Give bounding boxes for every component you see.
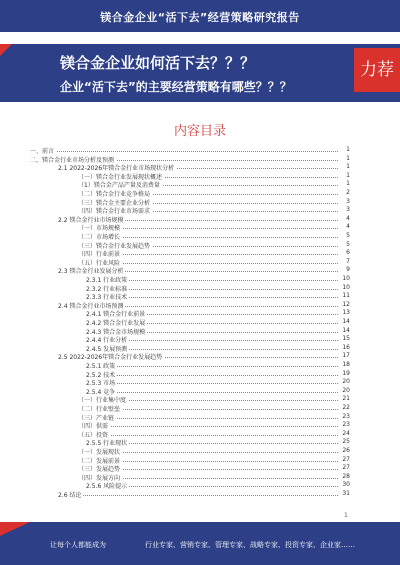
- toc-entry-label: （三）镁合金行业发展趋势: [78, 242, 151, 250]
- toc-entry-page: 18: [342, 361, 350, 368]
- toc-entry-page: 3: [346, 206, 350, 214]
- toc-entry-label: （二）发展前景: [78, 457, 121, 465]
- toc-entry-label: 2.4 镁合金行业市场预测: [58, 302, 124, 310]
- toc-entry-label: 2.4.5 发展预测: [86, 345, 128, 353]
- toc-entry-label: 2.5.5 行业现状: [86, 440, 128, 448]
- toc-entry[interactable]: [78, 404, 350, 412]
- toc-entry[interactable]: [86, 481, 350, 489]
- toc-entry-page: 19: [342, 369, 350, 377]
- toc-entry-page: 30: [342, 481, 350, 489]
- toc-entry[interactable]: [78, 198, 350, 206]
- toc-entry[interactable]: [86, 292, 350, 300]
- toc-leader-dots: [78, 435, 338, 436]
- toc-entry-label: （1）镁合金产品产量及消费量: [78, 182, 160, 190]
- toc-leader-dots: [30, 151, 338, 152]
- toc-leader-dots: [78, 426, 338, 427]
- toc-entry[interactable]: [86, 327, 350, 335]
- toc-entry-label: （一）市场规模: [78, 225, 121, 233]
- toc-entry-page: 1: [346, 146, 350, 153]
- report-header-title: 镁合金企业“活下去”经营策略研究报告: [100, 11, 300, 24]
- toc-entry-page: 15: [342, 335, 350, 343]
- toc-entry-label: 2.3.2 行业标准: [86, 285, 128, 293]
- toc-entry-label: 2.3.3 行业技术: [86, 294, 128, 302]
- toc-entry-label: 2.5.2 技术: [86, 371, 116, 379]
- toc-entry-page: 16: [342, 343, 350, 351]
- toc-entry-label: （一）发展现状: [78, 449, 121, 456]
- banner-subtitle: 企业“活下去”的主要经营策略有哪些？？？: [60, 80, 292, 94]
- toc-entry-page: 23: [342, 421, 350, 429]
- toc-entry[interactable]: [78, 241, 350, 249]
- toc-entry-page: 27: [342, 464, 350, 472]
- toc-entry-page: 5: [346, 232, 350, 239]
- toc-entry-page: 5: [346, 240, 350, 248]
- toc-entry[interactable]: [86, 309, 350, 317]
- toc-entry-label: 2.6 结论: [58, 492, 82, 499]
- toc-entry-label: （二）行业壁垒: [78, 406, 121, 413]
- toc-entry-page: 10: [342, 283, 350, 291]
- toc-entry-page: 21: [342, 395, 350, 403]
- toc-entry[interactable]: [86, 387, 350, 395]
- toc-entry[interactable]: [78, 456, 350, 464]
- toc-entry-label: 2.4.4 行业分析: [86, 337, 128, 345]
- bottom-footer-bar: [0, 522, 400, 565]
- toc-entry-page: 25: [342, 438, 350, 446]
- toc-leader-dots: [78, 418, 338, 419]
- toc-entry-label: （四）行业前景: [78, 251, 121, 259]
- toc-entry-page: 13: [342, 309, 350, 317]
- toc-entry-page: 2: [346, 189, 350, 196]
- toc-entry-label: （二）镁合金行业竞争格局: [78, 191, 151, 198]
- toc-entry-page: 22: [342, 404, 350, 411]
- toc-entry-page: 23: [342, 412, 350, 420]
- toc-entry[interactable]: [78, 421, 350, 429]
- toc-entry[interactable]: [78, 464, 350, 472]
- toc-entry-page: 10: [342, 275, 350, 282]
- toc-entry[interactable]: [58, 215, 350, 223]
- page-number: 1: [344, 512, 348, 519]
- toc-entry-page: 27: [342, 455, 350, 463]
- toc-entry-label: （一）镁合金行业发展现状概述: [78, 173, 163, 181]
- toc-entry-page: 12: [342, 300, 350, 308]
- toc-entry-label: （五）行业风险: [78, 259, 121, 267]
- toc-entry-page: 20: [342, 378, 350, 386]
- toc-entry[interactable]: [78, 189, 350, 197]
- toc-entry-label: 2.4.3 镁合金市场规模: [86, 328, 146, 336]
- toc-entry[interactable]: [58, 163, 350, 171]
- toc-entry-page: 1: [346, 180, 350, 188]
- footer-label: 让每个人都能成为: [50, 541, 106, 549]
- toc-entry[interactable]: [78, 206, 350, 214]
- toc-entry-page: 14: [342, 318, 350, 325]
- toc-entry[interactable]: [30, 146, 350, 154]
- toc-entry-label: 2.4.1 镁合金行业前景: [86, 311, 146, 319]
- top-header-bar: [0, 0, 400, 32]
- toc-leader-dots: [86, 392, 338, 393]
- toc-entry-label: 2.5.6 风险提示: [86, 483, 128, 491]
- toc-entry-page: 6: [346, 249, 350, 257]
- toc-entry-page: 4: [346, 214, 350, 222]
- toc-entry-label: 2.1 2022-2026年镁合金行业市场现状分析: [58, 165, 175, 173]
- toc-entry[interactable]: [78, 232, 350, 240]
- toc-entry[interactable]: [78, 430, 350, 438]
- toc-entry-label: （一）行业集中度: [78, 397, 127, 405]
- toc-entry-label: 一、前言: [30, 148, 55, 155]
- toc-entry-label: （四）供需: [78, 423, 109, 431]
- toc-entry-label: 2.5.4 竞争: [86, 388, 116, 396]
- toc-entry-label: 2.2 镁合金行业市场规模: [58, 216, 124, 224]
- toc-entry[interactable]: [86, 335, 350, 343]
- toc-entry[interactable]: [86, 378, 350, 386]
- toc-entry-page: 20: [342, 386, 350, 394]
- toc-entry[interactable]: [86, 344, 350, 352]
- toc-entry-page: 28: [342, 472, 350, 480]
- toc-entry[interactable]: [86, 370, 350, 378]
- toc-entry[interactable]: [78, 413, 350, 421]
- toc-entry-page: 11: [342, 292, 350, 300]
- toc-entry[interactable]: [58, 266, 350, 274]
- toc-entry-page: 31: [342, 490, 350, 497]
- toc-leader-dots: [86, 366, 338, 367]
- toc-entry[interactable]: [58, 352, 350, 360]
- toc-entry-label: （四）发展方向: [78, 474, 121, 482]
- toc-entry[interactable]: [78, 447, 350, 455]
- toc-entry[interactable]: [78, 473, 350, 481]
- toc-entry-page: 14: [342, 326, 350, 334]
- recommend-stamp: 力荐: [354, 48, 400, 92]
- footer-corner-accent: [0, 522, 30, 536]
- toc-entry-page: 9: [346, 266, 350, 274]
- toc-entry-label: （三）发展趋势: [78, 466, 121, 474]
- toc-entry-label: （二）市场增长: [78, 234, 121, 241]
- toc-entry-label: 2.5.1 政策: [86, 363, 116, 370]
- toc-entry-label: 2.5.3 市场: [86, 380, 116, 388]
- toc-entry-page: 17: [342, 352, 350, 360]
- toc-entry[interactable]: [58, 490, 350, 498]
- toc-entry[interactable]: [86, 361, 350, 369]
- toc-entry[interactable]: [78, 223, 350, 231]
- toc-entry[interactable]: [78, 258, 350, 266]
- toc-entry-page: 7: [346, 257, 350, 265]
- toc-entry-label: （三）产业链: [78, 414, 115, 422]
- toc-leader-dots: [58, 495, 338, 496]
- toc-entry-page: 1: [346, 163, 350, 171]
- toc-entry[interactable]: [78, 172, 350, 180]
- toc-entry[interactable]: [86, 438, 350, 446]
- toc-entry-label: 2.4.2 镁合金行业发展: [86, 320, 146, 327]
- toc-entry-label: （三）镁合金主要企业分析: [78, 199, 151, 207]
- toc-entry[interactable]: [78, 395, 350, 403]
- toc-entry[interactable]: [86, 318, 350, 326]
- toc-heading: 内容目录: [173, 124, 226, 139]
- toc-entry-page: 4: [346, 223, 350, 231]
- toc-entry[interactable]: [78, 249, 350, 257]
- toc-entry-page: 3: [346, 197, 350, 205]
- toc-entry-label: （四）镁合金行业市场需求: [78, 208, 151, 216]
- toc-entry-page: 1: [346, 154, 350, 162]
- toc-entry[interactable]: [30, 155, 350, 163]
- toc-leader-dots: [86, 375, 338, 376]
- toc-entry-label: 二、镁合金行业市场分析及预测: [30, 156, 115, 164]
- toc-entry[interactable]: [78, 180, 350, 188]
- banner-corner-accent: [0, 44, 12, 56]
- toc-entry-label: 2.3 镁合金行业发展分析: [58, 268, 124, 276]
- toc-entry-page: 26: [342, 447, 350, 454]
- banner-title: 镁合金企业如何活下去？？？: [60, 54, 256, 72]
- toc-entry-label: 2.5 2022-2026年镁合金行业发展趋势: [58, 354, 163, 362]
- toc-entry[interactable]: [86, 284, 350, 292]
- toc-entry-page: 24: [342, 429, 350, 437]
- toc-entry[interactable]: [86, 275, 350, 283]
- footer-tags: 行业专家、营销专家、管理专家、战略专家、投资专家、企业家……: [145, 541, 355, 549]
- toc-entry[interactable]: [58, 301, 350, 309]
- toc-entry-label: 2.3.1 行业政策: [86, 277, 128, 284]
- toc-entry-page: 1: [346, 171, 350, 179]
- toc-entry-label: （五）投资: [78, 431, 109, 439]
- toc-leader-dots: [86, 383, 338, 384]
